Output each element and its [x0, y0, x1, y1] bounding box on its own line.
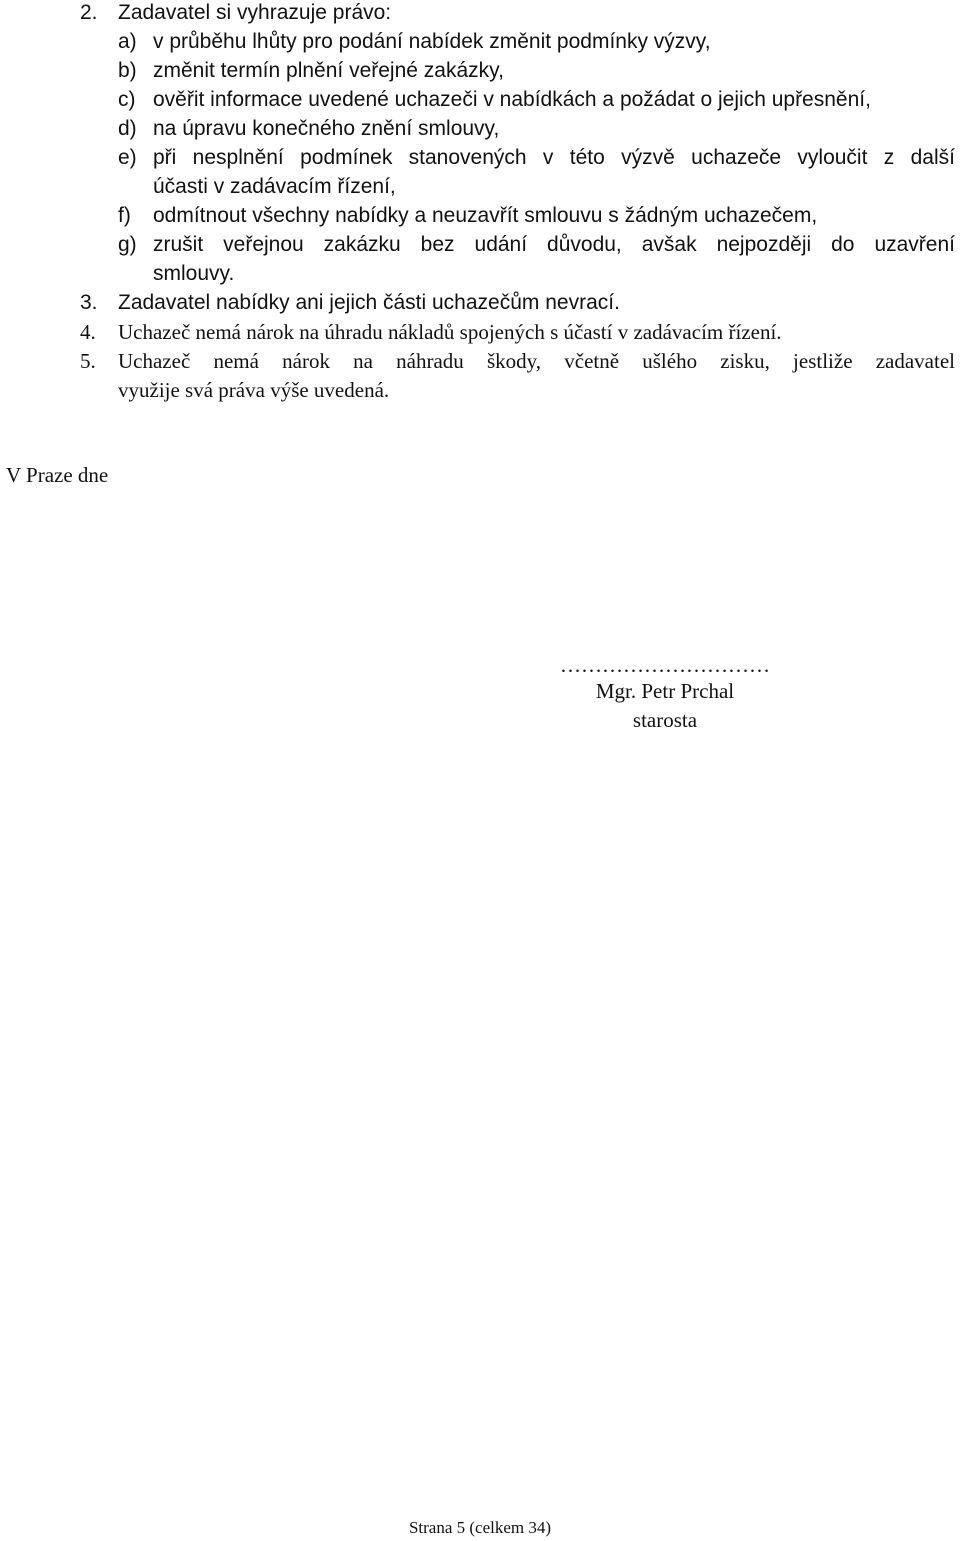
item-b-marker: b) [118, 59, 137, 82]
item-g-text-continued: smlouvy. [153, 262, 235, 285]
item-g-marker: g) [118, 233, 137, 256]
signatory-name: Mgr. Petr Prchal [595, 679, 735, 703]
section-4-number: 4. [80, 320, 96, 344]
section-5-text-continued: využije svá práva výše uvedená. [118, 378, 390, 402]
item-f-text: odmítnout všechny nabídky a neuzavřít smlouvu s žádným uchazečem, [153, 204, 818, 227]
item-e-text-continued: účasti v zadávacím řízení, [153, 175, 396, 198]
item-e-marker: e) [118, 146, 137, 169]
signatory-title: starosta [632, 708, 698, 732]
item-f-marker: f) [118, 204, 131, 227]
section-5-number: 5. [80, 349, 96, 373]
section-3-number: 3. [80, 291, 98, 314]
item-c-marker: c) [118, 88, 136, 111]
item-c-text: ověřit informace uvedené uchazeči v nabídkách a požádat o jejich upřesnění, [153, 88, 871, 111]
item-a-text: v průběhu lhůty pro podání nabídek změnit podmínky výzvy, [153, 30, 711, 53]
page-footer: Strana 5 (celkem 34) [408, 1518, 552, 1537]
section-5-text: Uchazeč nemá nárok na náhradu škody, včetně ušlého zisku, jestliže zadavatel [118, 349, 955, 373]
section-3-text: Zadavatel nabídky ani jejich části uchazečům nevrací. [118, 291, 620, 314]
item-e-text: při nesplnění podmínek stanovených v této výzvě uchazeče vyloučit z další [153, 146, 955, 169]
item-g-text: zrušit veřejnou zakázku bez udání důvodu, avšak nejpozději do uzavření [153, 233, 955, 256]
place-date: V Praze dne [6, 463, 109, 487]
item-d-marker: d) [118, 117, 137, 140]
signature-dots: ………………………… [560, 653, 770, 677]
item-b-text: změnit termín plnění veřejné zakázky, [153, 59, 504, 82]
item-d-text: na úpravu konečného znění smlouvy, [153, 117, 500, 140]
section-2-heading: Zadavatel si vyhrazuje právo: [118, 1, 392, 24]
item-a-marker: a) [118, 30, 137, 53]
section-2-number: 2. [80, 1, 98, 24]
section-4-text: Uchazeč nemá nárok na úhradu nákladů spojených s účastí v zadávacím řízení. [118, 320, 782, 344]
